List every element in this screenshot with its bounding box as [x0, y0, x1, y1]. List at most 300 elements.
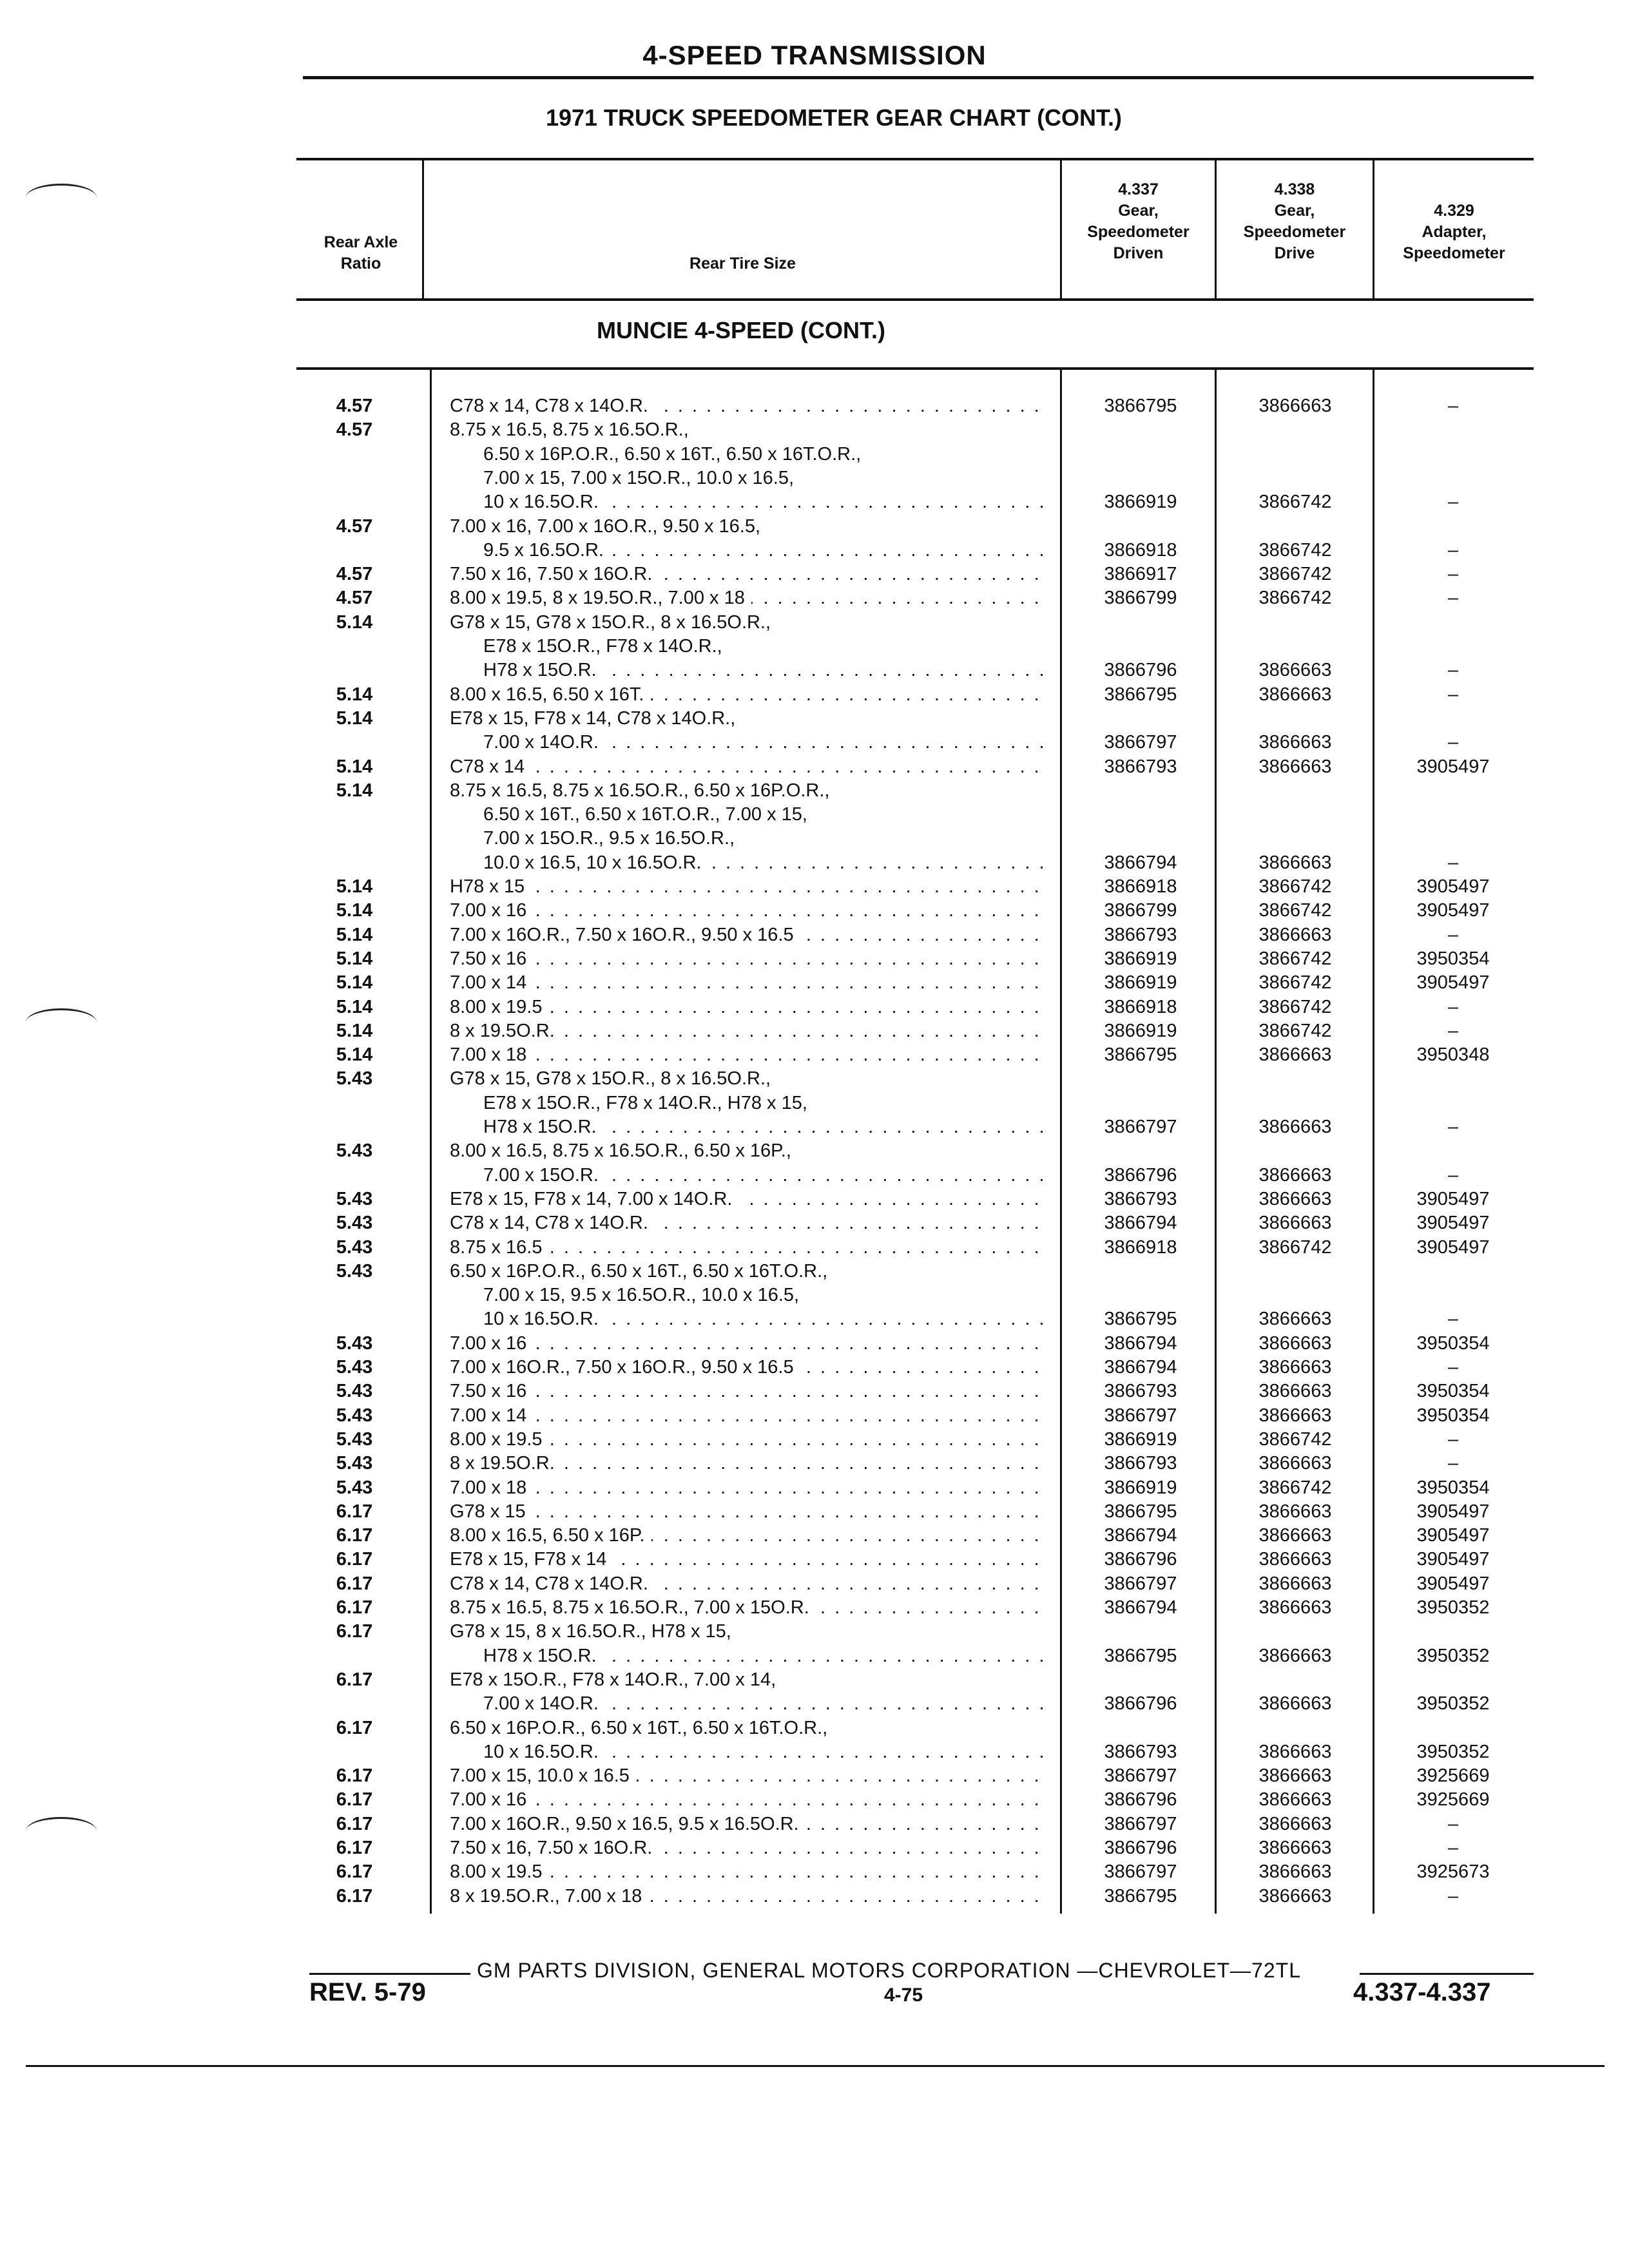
tire-size-cell [450, 1788, 1043, 1812]
adapter-cell: 3925673 [1416, 1861, 1490, 1883]
driven-gear-cell: 3866918 [1104, 876, 1177, 897]
tire-size-cell [450, 971, 1043, 995]
adapter-cell: 3950354 [1416, 1381, 1490, 1402]
axle-ratio-cell: 5.43 [336, 1477, 373, 1498]
subsection-rule [296, 367, 1534, 370]
drive-gear-cell: 3866742 [1258, 1020, 1332, 1041]
driven-gear-cell: 3866797 [1104, 1405, 1177, 1426]
tire-size-cell [450, 1379, 1043, 1403]
table-row [0, 539, 1629, 562]
axle-ratio-cell: 5.43 [336, 1188, 373, 1209]
tire-size-text: 7.00 x 16O.R., 7.50 x 16O.R., 9.50 x 16.5 [450, 925, 800, 945]
drive-gear-cell: 3866742 [1258, 539, 1332, 561]
adapter-cell: 3950352 [1416, 1597, 1490, 1618]
adapter-cell: 3905497 [1416, 1213, 1490, 1234]
drive-gear-cell: 3866663 [1258, 852, 1332, 873]
axle-ratio-cell: 5.43 [336, 1236, 373, 1258]
axle-ratio-cell: 5.43 [336, 1405, 373, 1426]
driven-gear-cell: 3866793 [1104, 1741, 1177, 1762]
adapter-cell: – [1447, 732, 1459, 753]
header-bottom-rule [296, 298, 1534, 301]
tire-size-text: 7.00 x 14O.R. [483, 1693, 605, 1714]
tire-size-text: 8.75 x 16.5, 8.75 x 16.5O.R., 6.50 x 16P.O.R., [450, 780, 834, 801]
tire-size-cell [483, 1644, 1043, 1668]
driven-gear-cell: 3866918 [1104, 996, 1177, 1017]
adapter-cell: 3905497 [1416, 1549, 1490, 1570]
footer-code: 4.337-4.337 [1353, 1978, 1491, 2006]
table-row [0, 1139, 1629, 1163]
table-row [0, 683, 1629, 707]
tire-size-cell [450, 394, 1043, 418]
driven-gear-cell: 3866797 [1104, 1861, 1177, 1883]
driven-gear-cell: 3866918 [1104, 1236, 1177, 1258]
drive-gear-cell: 3866742 [1258, 1428, 1332, 1450]
table-row [0, 827, 1629, 850]
table-row [0, 1187, 1629, 1211]
adapter-cell: – [1447, 1838, 1459, 1858]
axle-ratio-cell: 5.43 [336, 1381, 373, 1402]
table-row [0, 803, 1629, 827]
drive-gear-cell: 3866663 [1258, 396, 1332, 416]
table-row [0, 1452, 1629, 1475]
tire-size-cell [450, 586, 1043, 610]
tire-size-text: 8.75 x 16.5 [450, 1237, 549, 1258]
table-row [0, 1115, 1629, 1139]
table-row [0, 1740, 1629, 1764]
tire-size-cell [450, 611, 1043, 635]
driven-gear-cell: 3866919 [1104, 1428, 1177, 1450]
axle-ratio-cell: 5.14 [336, 972, 373, 994]
tire-size-text: 8.75 x 16.5, 8.75 x 16.5O.R., 7.00 x 15O.R. [450, 1597, 816, 1618]
header-tire [425, 253, 1060, 274]
axle-ratio-cell: 6.17 [336, 1573, 373, 1594]
adapter-cell: – [1447, 660, 1459, 681]
axle-ratio-cell: 5.14 [336, 900, 373, 921]
drive-gear-cell: 3866663 [1258, 1381, 1332, 1402]
tire-size-cell [483, 731, 1043, 754]
drive-gear-cell: 3866663 [1258, 1838, 1332, 1858]
tire-size-cell [450, 418, 1043, 442]
tire-size-text: 8.00 x 19.5 [450, 1861, 549, 1882]
adapter-cell: 3905497 [1416, 876, 1490, 897]
tire-size-text: 6.50 x 16P.O.R., 6.50 x 16T., 6.50 x 16T.O.R., [483, 444, 865, 465]
adapter-cell: – [1447, 539, 1459, 561]
axle-ratio-cell: 6.17 [336, 1885, 373, 1907]
table-row [0, 611, 1629, 635]
tire-size-cell [450, 779, 1043, 803]
tire-size-text: E78 x 15O.R., F78 x 14O.R., H78 x 15, [483, 1093, 811, 1113]
tire-size-cell [450, 1428, 1043, 1452]
adapter-cell: – [1447, 1020, 1459, 1041]
header-drive-line: Drive [1274, 244, 1315, 262]
table-row [0, 1283, 1629, 1307]
subsection-title: MUNCIE 4-SPEED (CONT.) [596, 317, 886, 343]
axle-ratio-cell: 6.17 [336, 1789, 373, 1811]
table-row [0, 1211, 1629, 1235]
driven-gear-cell: 3866794 [1104, 1332, 1177, 1354]
adapter-cell: – [1447, 396, 1459, 416]
drive-gear-cell: 3866742 [1258, 996, 1332, 1017]
driven-gear-cell: 3866919 [1104, 948, 1177, 969]
tire-size-cell [450, 1885, 1043, 1908]
tire-size-cell [483, 443, 1043, 466]
adapter-cell: 3950352 [1416, 1741, 1490, 1762]
tire-size-cell [483, 1091, 1043, 1115]
tire-size-text: H78 x 15O.R. [483, 1646, 603, 1666]
tire-size-text: 7.00 x 14O.R. [483, 732, 605, 753]
adapter-cell: 3905497 [1416, 1525, 1490, 1546]
driven-gear-cell: 3866794 [1104, 1597, 1177, 1618]
table-row [0, 1404, 1629, 1428]
adapter-cell: 3905497 [1416, 1573, 1490, 1594]
table-row [0, 515, 1629, 539]
driven-gear-cell: 3866796 [1104, 1789, 1177, 1811]
drive-gear-cell: 3866663 [1258, 1597, 1332, 1618]
axle-ratio-cell: 5.14 [336, 948, 373, 969]
tire-size-cell [483, 1115, 1043, 1139]
adapter-cell: 3905497 [1416, 900, 1490, 921]
tire-size-cell [483, 1307, 1043, 1331]
tire-size-cell [450, 1043, 1043, 1067]
table-row [0, 658, 1629, 682]
tire-size-cell [450, 1572, 1043, 1596]
adapter-cell: – [1447, 1813, 1459, 1834]
axle-ratio-cell: 5.14 [336, 1020, 373, 1041]
bottom-page-rule [26, 2065, 1605, 2067]
table-row [0, 1812, 1629, 1836]
tire-size-cell [450, 1836, 1043, 1860]
axle-ratio-cell: 5.14 [336, 996, 373, 1017]
header-driven-line: 4.337 [1118, 180, 1159, 198]
table-row [0, 1572, 1629, 1596]
footer-page-number: 4-75 [884, 1984, 923, 2006]
tire-size-text: 7.00 x 16O.R., 7.50 x 16O.R., 9.50 x 16.5 [450, 1357, 800, 1378]
adapter-cell: 3950354 [1416, 1405, 1490, 1426]
header-driven-line: Gear, [1118, 202, 1159, 220]
drive-gear-cell: 3866663 [1258, 1357, 1332, 1378]
tire-size-text: 7.00 x 15O.R., 9.5 x 16.5O.R., [483, 828, 738, 849]
tire-size-text: 7.50 x 16 [450, 948, 533, 969]
tire-size-text: C78 x 14, C78 x 14O.R. [450, 1573, 655, 1594]
tire-size-cell [450, 899, 1043, 923]
tire-size-cell [450, 1404, 1043, 1428]
adapter-cell: 3950354 [1416, 1332, 1490, 1354]
table-row [0, 875, 1629, 899]
tire-size-cell [450, 515, 1043, 539]
drive-gear-cell: 3866663 [1258, 1309, 1332, 1330]
tire-size-cell [483, 803, 1043, 827]
tire-size-text: 7.50 x 16, 7.50 x 16O.R. [450, 1838, 659, 1858]
axle-ratio-cell: 5.43 [336, 1140, 373, 1162]
adapter-cell: 3905497 [1416, 756, 1490, 777]
table-row [0, 779, 1629, 803]
tire-size-cell [450, 1620, 1043, 1644]
tire-size-text: E78 x 15, F78 x 14 [450, 1549, 613, 1570]
tire-size-cell [450, 1668, 1043, 1692]
tire-size-cell [483, 658, 1043, 682]
axle-ratio-cell: 6.17 [336, 1525, 373, 1546]
tire-size-cell [450, 1236, 1043, 1260]
tire-size-cell [483, 635, 1043, 658]
axle-ratio-cell: 6.17 [336, 1669, 373, 1690]
table-row [0, 1500, 1629, 1524]
driven-gear-cell: 3866796 [1104, 1693, 1177, 1715]
drive-gear-cell: 3866663 [1258, 1861, 1332, 1883]
tire-size-text: 8.75 x 16.5, 8.75 x 16.5O.R., [450, 419, 693, 440]
adapter-cell: – [1447, 492, 1459, 513]
driven-gear-cell: 3866796 [1104, 660, 1177, 681]
driven-gear-cell: 3866795 [1104, 1501, 1177, 1522]
header-drive-line: Speedometer [1243, 223, 1346, 241]
tire-size-text: 7.00 x 18 [450, 1044, 533, 1065]
drive-gear-cell: 3866663 [1258, 1213, 1332, 1234]
tire-size-text: 7.00 x 16 [450, 900, 533, 921]
axle-ratio-cell: 5.14 [336, 707, 373, 729]
driven-gear-cell: 3866795 [1104, 1885, 1177, 1907]
top-rule [303, 76, 1534, 79]
table-row [0, 1236, 1629, 1260]
tire-size-text: 8 x 19.5O.R. [450, 1453, 561, 1474]
tire-size-text: 8.00 x 19.5, 8 x 19.5O.R., 7.00 x 18 [450, 588, 751, 608]
driven-gear-cell: 3866795 [1104, 684, 1177, 705]
adapter-cell: – [1447, 564, 1459, 585]
tire-size-text: 7.00 x 15O.R. [483, 1165, 605, 1186]
adapter-cell: – [1447, 1885, 1459, 1907]
tire-size-text: 7.00 x 15, 9.5 x 16.5O.R., 10.0 x 16.5, [483, 1285, 803, 1305]
axle-ratio-cell: 4.57 [336, 419, 373, 441]
header-adapter-line: Adapter, [1422, 223, 1487, 241]
tire-size-text: 7.50 x 16 [450, 1381, 533, 1401]
adapter-cell: 3925669 [1416, 1765, 1490, 1787]
table-row [0, 635, 1629, 658]
axle-ratio-cell: 4.57 [336, 515, 373, 537]
driven-gear-cell: 3866795 [1104, 1044, 1177, 1066]
tire-size-text: G78 x 15, G78 x 15O.R., 8 x 16.5O.R., [450, 1068, 775, 1089]
tire-size-cell [450, 707, 1043, 731]
tire-size-cell [483, 1692, 1043, 1716]
tire-size-text: G78 x 15, 8 x 16.5O.R., H78 x 15, [450, 1621, 735, 1642]
drive-gear-cell: 3866742 [1258, 492, 1332, 513]
tire-size-text: 8.00 x 16.5, 8.75 x 16.5O.R., 6.50 x 16P., [450, 1140, 795, 1161]
table-row [0, 731, 1629, 754]
axle-ratio-cell: 6.17 [336, 1861, 373, 1883]
table-row [0, 1716, 1629, 1740]
table-row [0, 1620, 1629, 1644]
axle-ratio-cell: 6.17 [336, 1838, 373, 1858]
driven-gear-cell: 3866917 [1104, 564, 1177, 585]
adapter-cell: 3905497 [1416, 1188, 1490, 1209]
drive-gear-cell: 3866742 [1258, 564, 1332, 585]
axle-ratio-cell: 6.17 [336, 1621, 373, 1642]
axle-ratio-cell: 5.14 [336, 611, 373, 633]
tire-size-cell [450, 1500, 1043, 1524]
header-drive-line: Gear, [1274, 202, 1315, 220]
tire-size-cell [483, 539, 1043, 562]
axle-ratio-cell: 5.14 [336, 876, 373, 897]
adapter-cell: 3925669 [1416, 1789, 1490, 1811]
driven-gear-cell: 3866795 [1104, 396, 1177, 416]
tire-size-cell [450, 947, 1043, 971]
adapter-cell: – [1447, 924, 1459, 945]
tire-size-cell [450, 1019, 1043, 1043]
axle-ratio-cell: 5.14 [336, 924, 373, 945]
adapter-cell: 3950348 [1416, 1044, 1490, 1066]
tire-size-text: 7.50 x 16, 7.50 x 16O.R. [450, 564, 659, 584]
driven-gear-cell: 3866799 [1104, 900, 1177, 921]
drive-gear-cell: 3866742 [1258, 876, 1332, 897]
tire-size-text: H78 x 15 [450, 876, 531, 897]
footer-publisher: GM PARTS DIVISION, GENERAL MOTORS CORPORATION —CHEVROLET—72TL [477, 1959, 1301, 1982]
tire-size-cell [450, 875, 1043, 899]
axle-ratio-cell: 4.57 [336, 564, 373, 585]
tire-size-cell [483, 851, 1043, 875]
margin-mark [26, 1008, 97, 1036]
tire-size-text: 7.00 x 16 [450, 1789, 533, 1810]
drive-gear-cell: 3866663 [1258, 732, 1332, 753]
tire-size-text: 7.00 x 15, 7.00 x 15O.R., 10.0 x 16.5, [483, 468, 798, 488]
driven-gear-cell: 3866797 [1104, 732, 1177, 753]
adapter-cell: 3950352 [1416, 1693, 1490, 1715]
driven-gear-cell: 3866797 [1104, 1117, 1177, 1137]
header-tire-label: Rear Tire Size [689, 255, 796, 273]
driven-gear-cell: 3866919 [1104, 1477, 1177, 1498]
table-row [0, 947, 1629, 971]
tire-size-cell [450, 1139, 1043, 1163]
footer-rule-left [309, 1973, 470, 1975]
driven-gear-cell: 3866794 [1104, 1525, 1177, 1546]
drive-gear-cell: 3866663 [1258, 684, 1332, 705]
tire-size-text: 7.00 x 16O.R., 9.50 x 16.5, 9.5 x 16.5O.R. [450, 1814, 805, 1834]
tire-size-cell [450, 1476, 1043, 1500]
tire-size-text: 7.00 x 18 [450, 1477, 533, 1498]
axle-ratio-cell: 5.43 [336, 1260, 373, 1282]
drive-gear-cell: 3866742 [1258, 1236, 1332, 1258]
adapter-cell: – [1447, 588, 1459, 609]
tire-size-text: 10.0 x 16.5, 10 x 16.5O.R. [483, 852, 708, 873]
drive-gear-cell: 3866663 [1258, 1645, 1332, 1666]
drive-gear-cell: 3866742 [1258, 588, 1332, 609]
table-row [0, 707, 1629, 731]
drive-gear-cell: 3866663 [1258, 924, 1332, 945]
driven-gear-cell: 3866797 [1104, 1573, 1177, 1594]
tire-size-text: 8.00 x 16.5, 6.50 x 16P. [450, 1525, 651, 1546]
tire-size-text: G78 x 15, G78 x 15O.R., 8 x 16.5O.R., [450, 612, 775, 633]
driven-gear-cell: 3866796 [1104, 1164, 1177, 1186]
tire-size-cell [450, 1356, 1043, 1379]
tire-size-text: 7.00 x 15, 10.0 x 16.5 [450, 1765, 636, 1786]
table-row [0, 1764, 1629, 1788]
table-row [0, 586, 1629, 610]
header-adapter [1374, 200, 1534, 264]
adapter-cell: 3950354 [1416, 1477, 1490, 1498]
tire-size-text: 7.00 x 16, 7.00 x 16O.R., 9.50 x 16.5, [450, 516, 764, 537]
tire-size-cell [483, 490, 1043, 514]
tire-size-text: 10 x 16.5O.R. [483, 1309, 605, 1329]
header-ratio-label: Rear Axle Ratio [323, 233, 398, 273]
table-row [0, 923, 1629, 947]
header-adapter-line: Speedometer [1403, 244, 1505, 262]
footer-rule-right [1360, 1973, 1534, 1975]
drive-gear-cell: 3866663 [1258, 1188, 1332, 1209]
header-drive-line: 4.338 [1274, 180, 1315, 198]
axle-ratio-cell: 5.43 [336, 1428, 373, 1450]
table-row [0, 971, 1629, 995]
margin-mark [26, 1817, 97, 1845]
tire-size-cell [483, 827, 1043, 850]
table-row [0, 851, 1629, 875]
driven-gear-cell: 3866795 [1104, 1645, 1177, 1666]
adapter-cell: – [1447, 1164, 1459, 1186]
table-row [0, 443, 1629, 466]
drive-gear-cell: 3866663 [1258, 756, 1332, 777]
adapter-cell: – [1447, 684, 1459, 705]
tire-size-text: 8 x 19.5O.R., 7.00 x 18 [450, 1886, 648, 1907]
tire-size-text: 7.00 x 14 [450, 972, 533, 993]
driven-gear-cell: 3866795 [1104, 1309, 1177, 1330]
drive-gear-cell: 3866742 [1258, 948, 1332, 969]
tire-size-cell [450, 1067, 1043, 1091]
tire-size-text: 9.5 x 16.5O.R. [483, 540, 610, 561]
tire-size-text: 8.00 x 19.5 [450, 1429, 549, 1450]
axle-ratio-cell: 6.17 [336, 1501, 373, 1522]
drive-gear-cell: 3866663 [1258, 1044, 1332, 1066]
adapter-cell: 3905497 [1416, 972, 1490, 994]
driven-gear-cell: 3866797 [1104, 1765, 1177, 1787]
table-row [0, 1019, 1629, 1043]
table-row [0, 1332, 1629, 1356]
axle-ratio-cell: 4.57 [336, 396, 373, 416]
tire-size-text: C78 x 14, C78 x 14O.R. [450, 396, 655, 416]
tire-size-text: H78 x 15O.R. [483, 1117, 603, 1137]
driven-gear-cell: 3866793 [1104, 1188, 1177, 1209]
axle-ratio-cell: 4.57 [336, 588, 373, 609]
drive-gear-cell: 3866742 [1258, 972, 1332, 994]
table-row [0, 1476, 1629, 1500]
driven-gear-cell: 3866793 [1104, 924, 1177, 945]
driven-gear-cell: 3866794 [1104, 1357, 1177, 1378]
tire-size-text: 6.50 x 16T., 6.50 x 16T.O.R., 7.00 x 15, [483, 804, 811, 825]
adapter-cell: – [1447, 1357, 1459, 1378]
drive-gear-cell: 3866663 [1258, 1332, 1332, 1354]
drive-gear-cell: 3866663 [1258, 1765, 1332, 1787]
header-divider-1 [422, 158, 424, 301]
table-row [0, 995, 1629, 1019]
table-row [0, 1668, 1629, 1692]
tire-size-cell [450, 1524, 1043, 1548]
axle-ratio-cell: 5.43 [336, 1332, 373, 1354]
axle-ratio-cell: 6.17 [336, 1717, 373, 1738]
driven-gear-cell: 3866918 [1104, 539, 1177, 561]
adapter-cell: 3905497 [1416, 1236, 1490, 1258]
tire-size-text: 8.00 x 16.5, 6.50 x 16T. [450, 684, 650, 705]
table-row [0, 899, 1629, 923]
tire-size-cell [450, 1452, 1043, 1475]
adapter-cell: – [1447, 1428, 1459, 1450]
tire-size-text: G78 x 15 [450, 1501, 532, 1522]
tire-size-text: 8 x 19.5O.R. [450, 1021, 561, 1041]
tire-size-text: 10 x 16.5O.R. [483, 1742, 605, 1762]
axle-ratio-cell: 5.43 [336, 1453, 373, 1474]
margin-mark [26, 184, 97, 211]
header-adapter-line: 4.329 [1434, 202, 1474, 220]
drive-gear-cell: 3866663 [1258, 1693, 1332, 1715]
table-row [0, 1885, 1629, 1908]
driven-gear-cell: 3866919 [1104, 492, 1177, 513]
tire-size-cell [483, 466, 1043, 490]
driven-gear-cell: 3866793 [1104, 1453, 1177, 1474]
tire-size-cell [450, 1211, 1043, 1235]
table-row [0, 1692, 1629, 1716]
